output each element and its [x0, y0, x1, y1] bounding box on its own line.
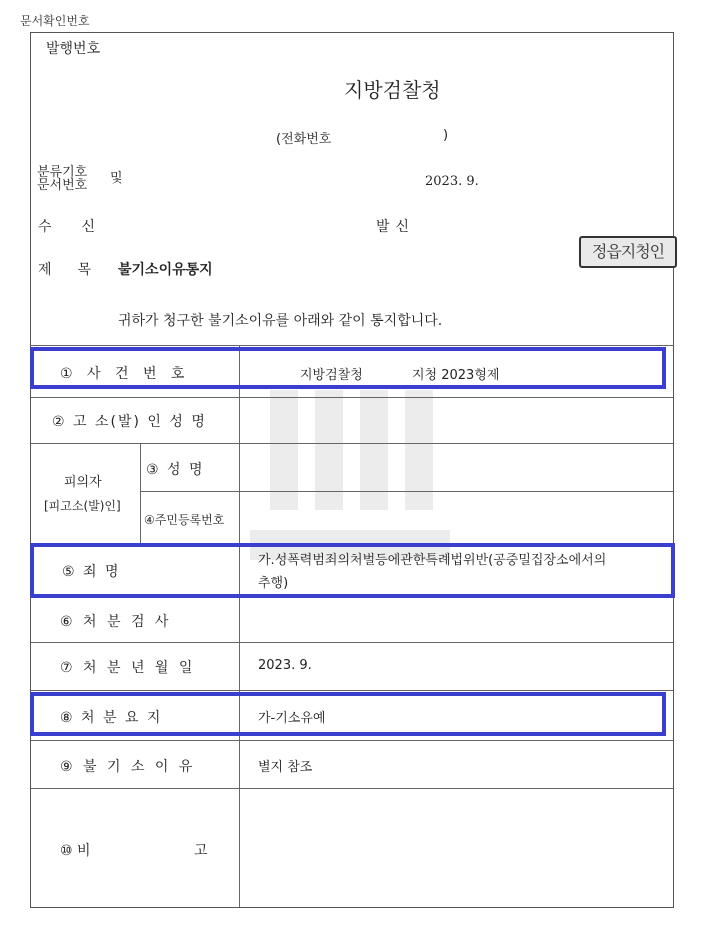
suspect-name-label: ③ 성 명 — [146, 462, 205, 478]
table-line — [30, 740, 674, 741]
table-line — [140, 491, 674, 492]
disposition-date-label: ⑦ 처 분 년 월 일 — [60, 660, 196, 676]
charge-value-line-1: 가.성폭력범죄의처벌등에관한특례법위반(공중밀집장소에서의 — [258, 553, 607, 568]
document-date: 2023. 9. — [425, 174, 479, 189]
document-confirm-label: 문서확인번호 — [20, 14, 90, 28]
charge-label: ⑤ 죄 명 — [62, 564, 121, 580]
recipient-label: 수신 — [38, 219, 126, 235]
notice-text: 귀하가 청구한 불기소이유를 아래와 같이 통지합니다. — [118, 313, 443, 329]
classification-line-2: 문서번호 — [37, 178, 88, 193]
highlight-case-number — [30, 347, 666, 389]
table-column-divider — [239, 345, 240, 907]
case-number-label: ① 사 건 번 호 — [60, 366, 190, 382]
remarks-label: ⑩ 비 — [60, 843, 91, 859]
classification-and: 및 — [110, 171, 123, 186]
disposition-summary-label: ⑧ 처 분 요 지 — [60, 710, 163, 726]
classification-label — [37, 166, 107, 192]
disposition-summary-value: 가-기소유예 — [258, 711, 326, 726]
issue-number-label: 발행번호 — [46, 41, 101, 57]
table-line — [30, 642, 674, 643]
non-indictment-reason-label: ⑨ 불 기 소 이 유 — [60, 759, 196, 775]
suspect-id-label: ④주민등록번호 — [144, 513, 225, 527]
complainant-name-label: ② 고 소(발) 인 성 명 — [52, 414, 207, 430]
office-name: 지방검찰청 — [344, 78, 441, 102]
prosecutor-label: ⑥ 처 분 검 사 — [60, 614, 172, 630]
subject-label: 제목 — [38, 262, 118, 278]
non-indictment-reason-value: 별지 참조 — [258, 760, 313, 775]
charge-value-line-2: 추행) — [258, 576, 289, 591]
table-column-divider — [140, 443, 141, 543]
classification-line-1: 분류기호 — [37, 165, 88, 180]
table-line — [30, 788, 674, 789]
table-line — [30, 443, 674, 444]
case-number-office: 지방검찰청 — [300, 368, 363, 383]
disposition-date-value: 2023. 9. — [258, 658, 312, 673]
table-line — [30, 690, 674, 691]
case-number-branch: 지청 2023형제 — [412, 368, 500, 383]
table-line — [30, 397, 674, 398]
suspect-label-alt: [피고소(발)인] — [44, 499, 121, 513]
highlight-charge — [30, 543, 675, 598]
subject-value: 불기소이유통지 — [118, 262, 213, 278]
office-seal-stamp: 정읍지청인 — [579, 236, 677, 268]
highlight-disposition-summary — [30, 692, 666, 736]
suspect-label: 피의자 — [64, 475, 102, 490]
sender-label: 발신 — [376, 219, 416, 235]
phone-close-paren: ) — [443, 128, 449, 143]
phone-label: (전화번호 — [276, 132, 332, 147]
remarks-label-end: 고 — [194, 843, 208, 859]
table-line — [30, 345, 674, 346]
